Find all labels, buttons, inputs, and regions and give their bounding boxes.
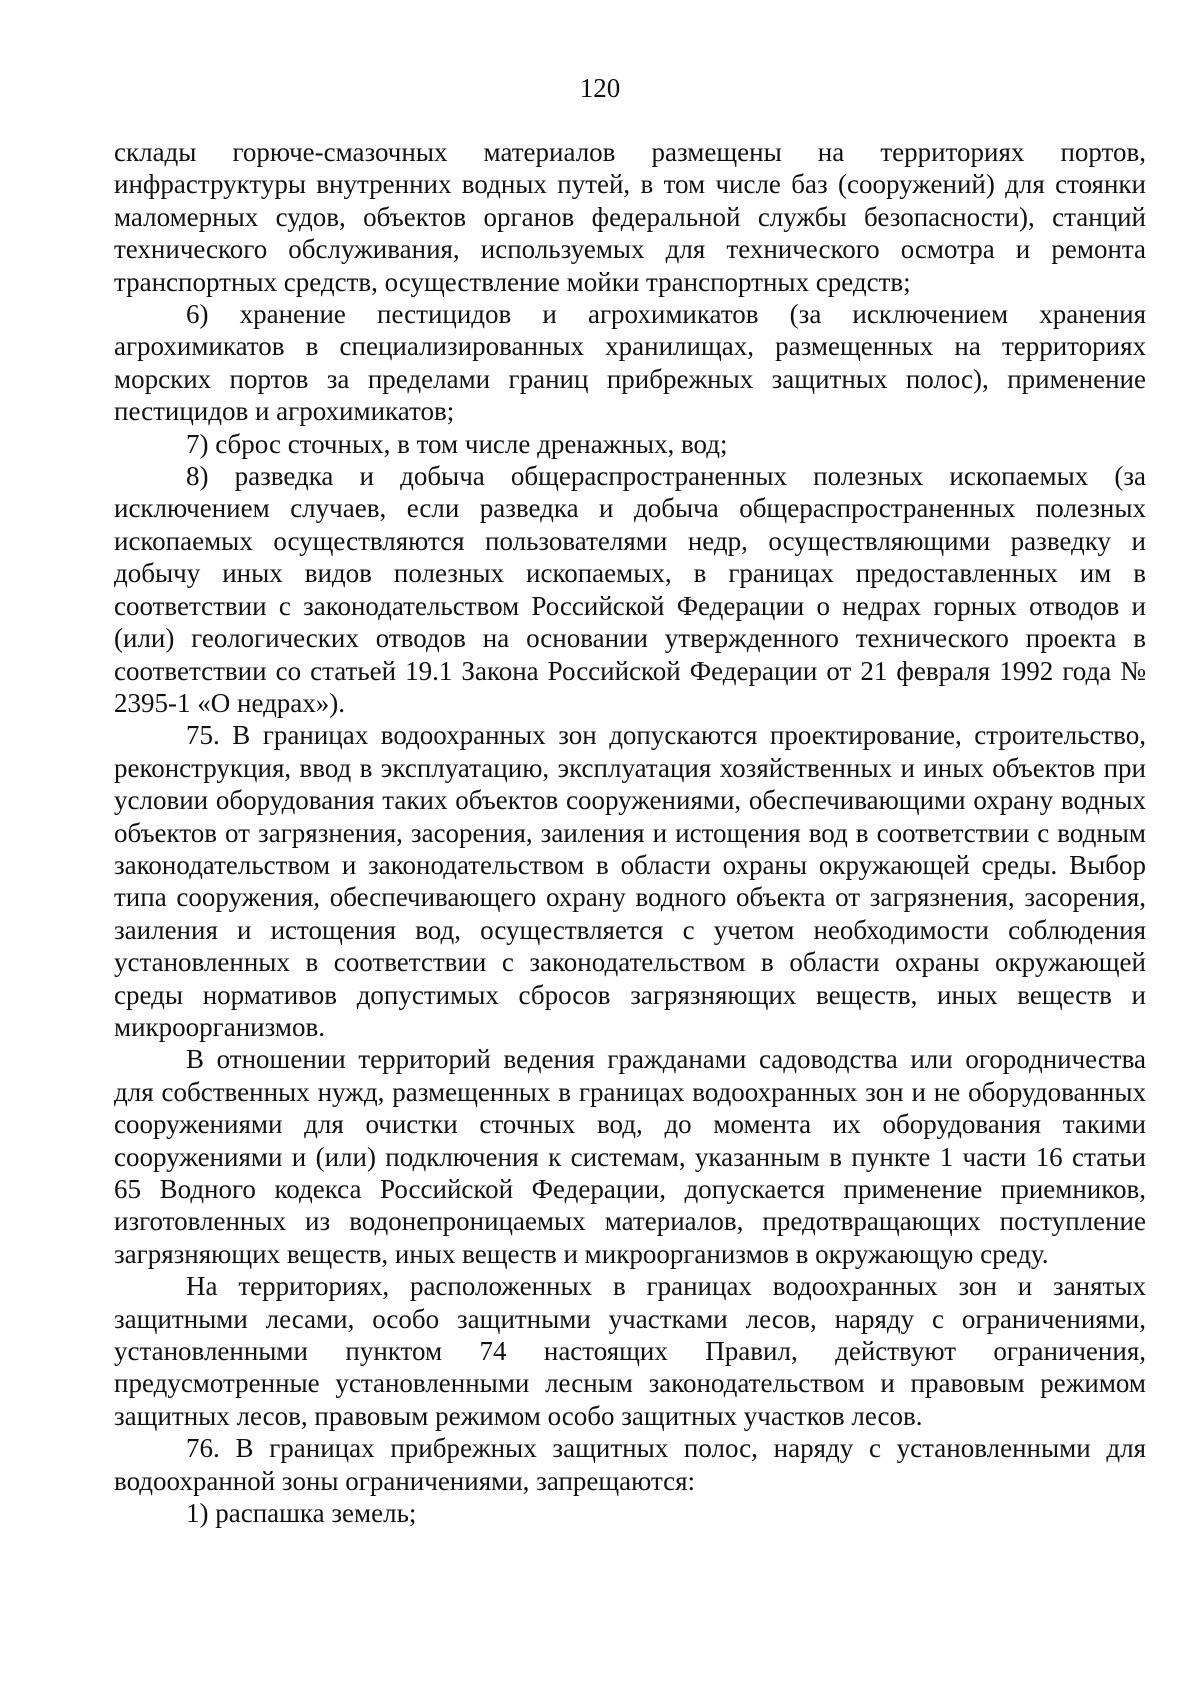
paragraph: В отношении территорий ведения гражданами садоводства или огородничества для собственных нужд, размещенных в границах водоохранных зон и не оборудованных сооружениями для очистки сточных вод, до момента их оборудования такими сооружениями и (или) подключения к системам, указанным в пункте 1 части 16 статьи 65 Водного кодекса Российской Федерации, допускается применение приемников, изготовленных из водонепроницаемых материалов, предотвращающих поступление загрязняющих веществ, иных веществ и микроорганизмов в окружающую среду. (114, 1044, 1146, 1269)
document-body (114, 136, 1146, 1529)
paragraph: На территориях, расположенных в границах водоохранных зон и занятых защитными лесами, особо защитными участками лесов, наряду с ограничениями, установленными пунктом 74 настоящих Правил, действуют ограничения, предусмотренные установленными лесным законодательством и правовым режимом защитных лесов, правовым режимом особо защитных участков лесов. (114, 1271, 1146, 1431)
paragraph: 7) сброс сточных, в том числе дренажных, вод; (186, 428, 728, 459)
paragraph: склады горюче-смазочных материалов размещены на территориях портов, инфраструктуры внутренних водных путей, в том числе баз (сооружений) для стоянки маломерных судов, объектов органов федеральной службы безопасности), станций технического обслуживания, используемых для технического осмотра и ремонта транспортных средств, осуществление мойки транспортных средств; (114, 137, 1146, 297)
paragraph: 1) распашка земель; (186, 1498, 417, 1529)
paragraph: 76. В границах прибрежных защитных полос, наряду с установленными для водоохранной зоны ограничениями, запрещаются: (114, 1433, 1146, 1496)
paragraph: 8) разведка и добыча общераспространенных полезных ископаемых (за исключением случаев, если разведка и добыча общераспространенных полезных ископаемых осуществляются пользователями недр, осуществляющими разведку и добычу иных видов полезных ископаемых, в границах предоставленных им в соответствии с законодательством Российской Федерации о недрах горных отводов и (или) геологических отводов на основании утвержденного технического проекта в соответствии со статьей 19.1 Закона Российской Федерации от 21 февраля 1992 года № 2395-1 «О недрах»). (114, 461, 1146, 718)
page-number: 120 (579, 73, 621, 103)
paragraph: 6) хранение пестицидов и агрохимикатов (за исключением хранения агрохимикатов в специализированных хранилищах, размещенных на территориях морских портов за пределами границ прибрежных защитных полос), применение пестицидов и агрохимикатов; (114, 299, 1146, 427)
paragraph: 75. В границах водоохранных зон допускаются проектирование, строительство, реконструкция, ввод в эксплуатацию, эксплуатация хозяйственных и иных объектов при условии оборудования таких объектов сооружениями, обеспечивающими охрану водных объектов от загрязнения, засорения, заиления и истощения вод в соответствии с водным законодательством и законодательством в области охраны окружающей среды. Выбор типа сооружения, обеспечивающего охрану водного объекта от загрязнения, засорения, заиления и истощения вод, осуществляется с учетом необходимости соблюдения установленных в соответствии с законодательством в области охраны окружающей среды нормативов допустимых сбросов загрязняющих веществ, иных веществ и микроорганизмов. (114, 720, 1146, 1042)
